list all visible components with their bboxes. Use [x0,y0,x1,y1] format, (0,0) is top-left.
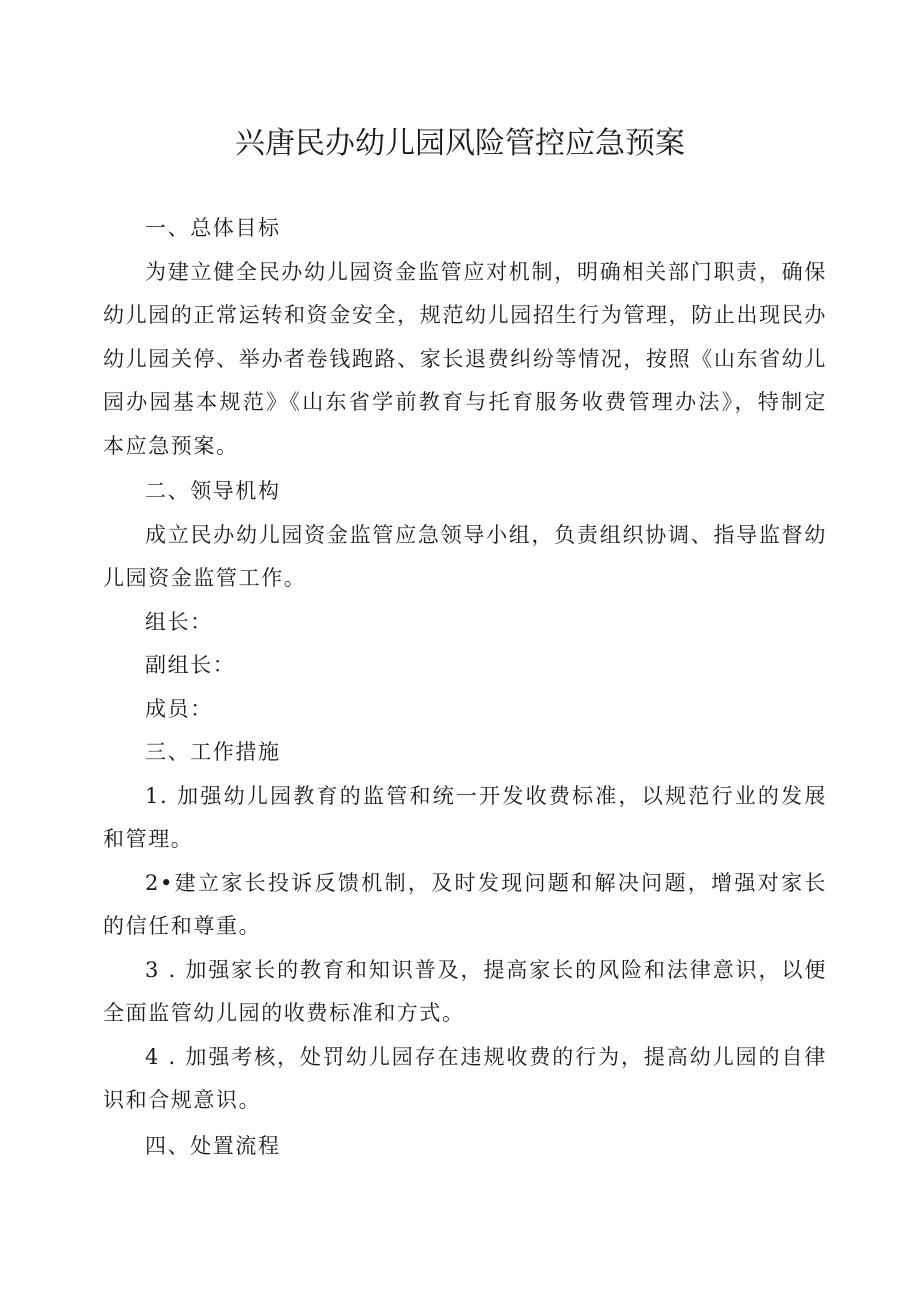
leader-line: 组长： [145,609,213,634]
measure-item-1: 1. 加强幼儿园教育的监管和统一开发收费标准，以规范行业的发展和管理。 [103,783,827,851]
measure-item-3: 3 . 加强家长的教育和知识普及，提高家长的风险和法律意识，以便全面监管幼儿园的收费标准和方式。 [103,957,827,1025]
section-heading-goal: 一、总体目标 [145,216,281,240]
goal-paragraph: 为建立健全民办幼儿园资金监管应对机制，明确相关部门职责，确保幼儿园的正常运转和资金安全，规范幼儿园招生行为管理，防止出现民办幼儿园关停、举办者卷钱跑路、家长退费纠纷等情况，按照《山东省幼儿园办园基本规范》《山东省学前教育与托育服务收费管理办法》，特制定本应急预案。 [103,259,827,458]
measure-item-4: 4 . 加强考核，处罚幼儿园存在违规收费的行为，提高幼儿园的自律识和合规意识。 [103,1044,827,1112]
measure-item-2: 2•建立家长投诉反馈机制，及时发现问题和解决问题，增强对家长的信任和尊重。 [103,870,827,938]
section-heading-leadership: 二、领导机构 [145,479,281,503]
document-title: 兴唐民办幼儿园风险管控应急预案 [235,126,685,161]
section-heading-measures: 三、工作措施 [145,740,281,764]
deputy-leader-line: 副组长： [145,653,236,677]
leadership-paragraph: 成立民办幼儿园资金监管应急领导小组，负责组织协调、指导监督幼儿园资金监管工作。 [103,522,827,590]
members-line: 成员： [145,696,213,721]
section-heading-procedure: 四、处置流程 [145,1133,281,1158]
document-body [103,207,827,1168]
